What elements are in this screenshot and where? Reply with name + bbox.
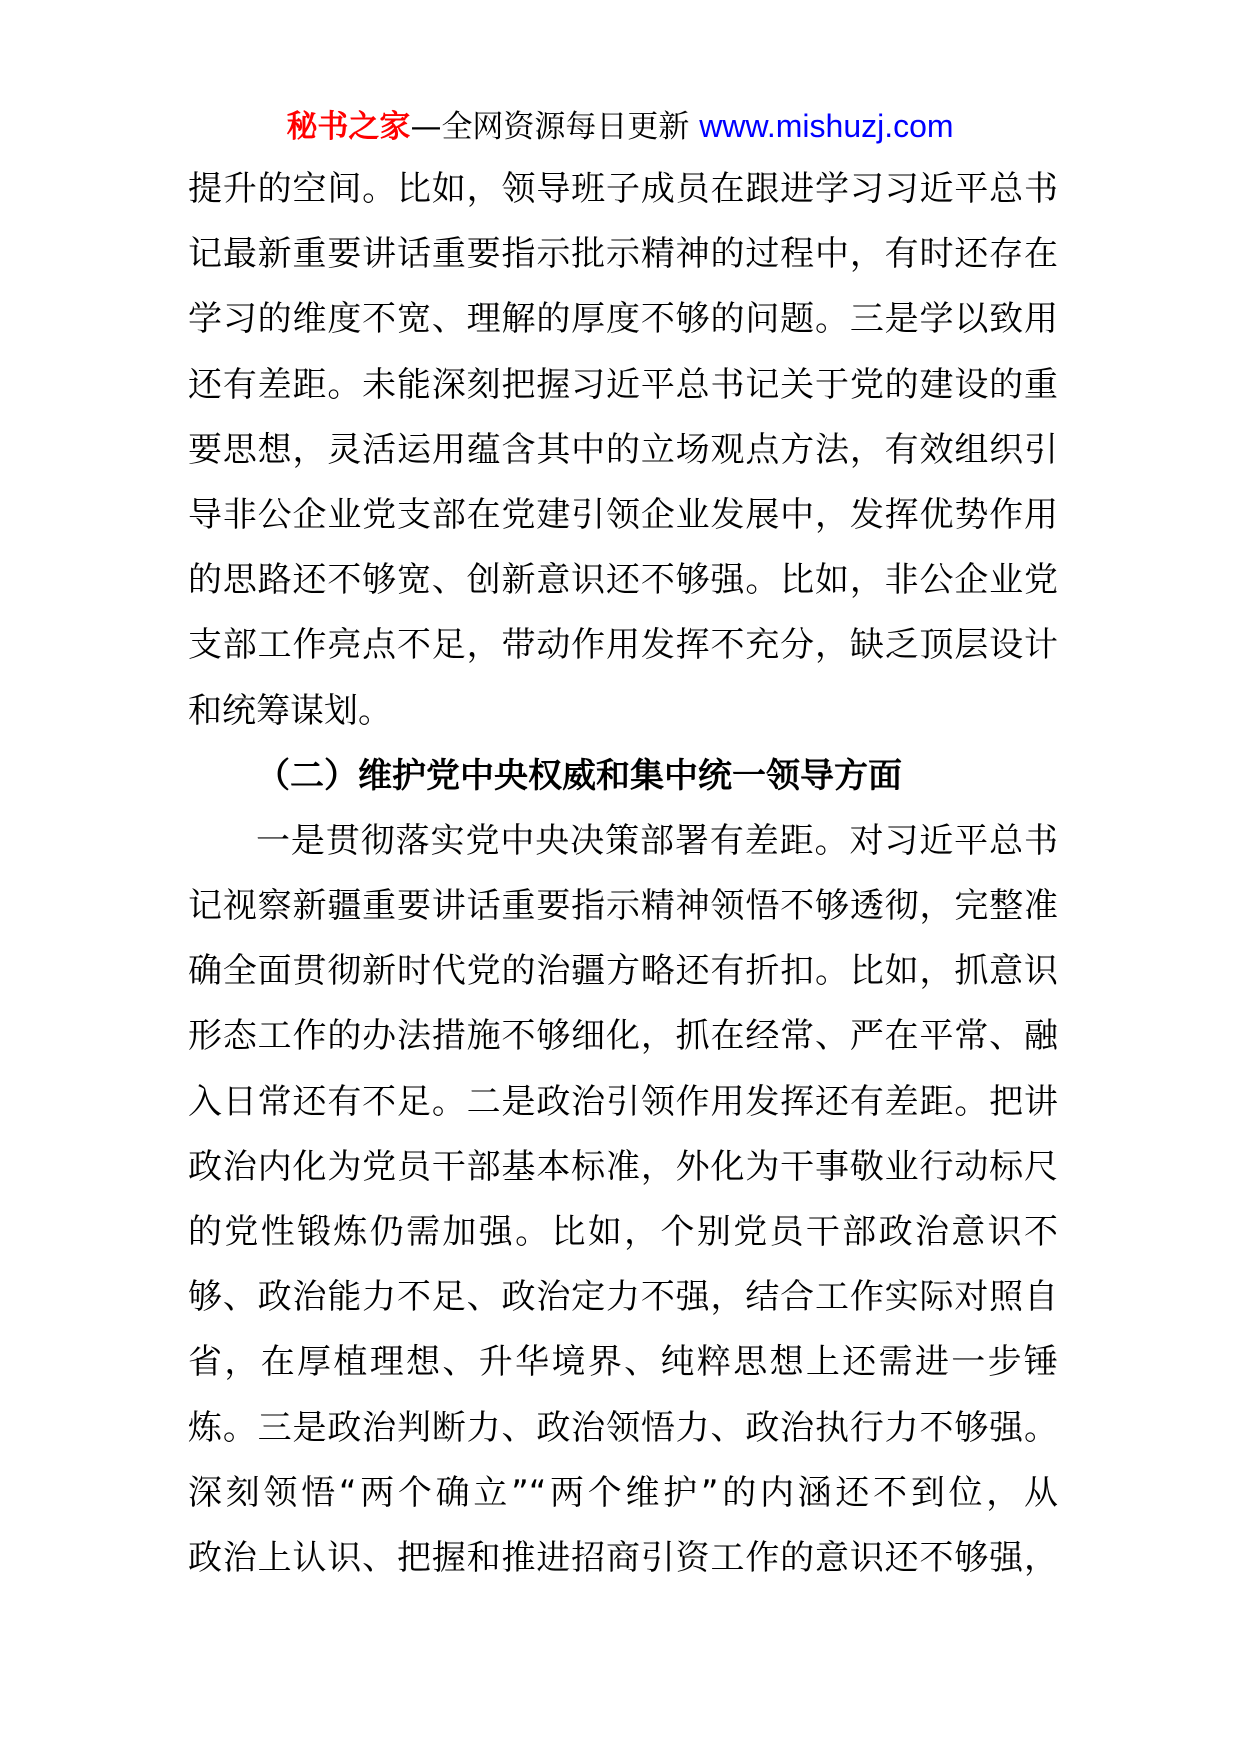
brand-name: 秘书之家: [286, 109, 411, 145]
document-body: [188, 157, 1058, 1591]
body-line: 和统筹谋划。: [188, 690, 392, 731]
body-line: 形态工作的办法措施不够细化，抓在经常、严在平常、融: [188, 1016, 1058, 1057]
body-line: 要思想，灵活运用蕴含其中的立场观点方法，有效组织引: [188, 429, 1058, 470]
body-line: 省，在厚植理想、升华境界、纯粹思想上还需进一步锤: [188, 1342, 1058, 1383]
section-heading: （二）维护党中央权威和集中统一领导方面: [256, 755, 902, 796]
body-line: 支部工作亮点不足，带动作用发挥不充分，缺乏顶层设计: [188, 625, 1058, 666]
body-line: 一是贯彻落实党中央决策部署有差距。对习近平总书: [256, 820, 1058, 861]
body-line: 的思路还不够宽、创新意识还不够强。比如，非公企业党: [188, 560, 1058, 601]
body-line: 确全面贯彻新时代党的治疆方略还有折扣。比如，抓意识: [188, 951, 1058, 992]
header-tagline: —全网资源每日更新: [410, 109, 700, 145]
body-line: 政治内化为党员干部基本标准，外化为干事敬业行动标尺: [188, 1146, 1058, 1187]
body-line: 提升的空间。比如，领导班子成员在跟进学习习近平总书: [188, 169, 1058, 209]
body-line: 炼。三是政治判断力、政治领悟力、政治执行力不够强。: [188, 1407, 1058, 1448]
body-line: 还有差距。未能深刻把握习近平总书记关于党的建设的重: [188, 364, 1058, 405]
body-line: 入日常还有不足。二是政治引领作用发挥还有差距。把讲: [188, 1081, 1058, 1122]
body-line: 导非公企业党支部在党建引领企业发展中，发挥优势作用: [188, 494, 1058, 535]
body-line: 学习的维度不宽、理解的厚度不够的问题。三是学以致用: [188, 299, 1058, 340]
body-line: 的党性锻炼仍需加强。比如，个别党员干部政治意识不: [188, 1212, 1058, 1252]
body-line: 记视察新疆重要讲话重要指示精神领悟不够透彻，完整准: [188, 886, 1058, 927]
body-line: 够、政治能力不足、政治定力不强，结合工作实际对照自: [188, 1277, 1058, 1318]
body-line: 深刻领悟“两个确立”“两个维护”的内涵还不到位，从: [188, 1472, 1058, 1513]
site-watermark-header: [0, 98, 1240, 155]
website-url[interactable]: www.mishuzj.com: [699, 108, 954, 144]
body-line: 记最新重要讲话重要指示批示精神的过程中，有时还存在: [188, 234, 1058, 275]
body-line: 政治上认识、把握和推进招商引资工作的意识还不够强，: [188, 1537, 1058, 1578]
